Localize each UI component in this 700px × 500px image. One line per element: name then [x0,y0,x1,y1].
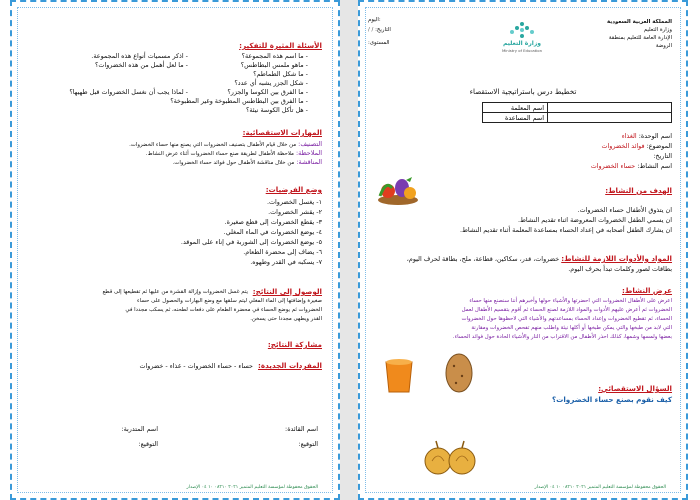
unit-label: اسم الوحدة: [638,132,672,140]
question-9: - ما الفرق بين البطاطس المطبوخة وغير المطبوخة؟ [170,97,308,105]
question-10: - هل تأكل الكوسة نيئة؟ [245,106,308,114]
hypothesis-7: ٧- يسكبه في القدر وطهوه. [250,258,322,266]
presentation-line-5: بعضها ولمسها وشمها، كذلك احذر الأطفال من الاقتراب من النار والأشياء الحادة حول فوائد الحساء. [452,334,672,340]
hypotheses-title: وضع الفرضيات: [265,185,322,194]
potato-picture [442,352,476,394]
kingdom-label: المملكة العربية السعودية [606,19,672,25]
result-line-1: يتم غسل الخضروات وإزالة القشرة من عليها ثم تقطيعها إلى قطع [102,289,248,295]
goal-2: ان يسمي الطفل الخضروات المعروضة اثناء تقديم النشاط. [517,216,672,224]
ministry-logo-ar: وزارة التعليم [502,40,542,47]
goal-3: ان يشارك الطفل أصحابه في إعداد الحساء بمساعدة المعلمة أثناء تقديم النشاط. [459,226,672,234]
vegetables-basket-picture [376,176,420,206]
orange-juice-picture [382,358,416,396]
presentation-title: عرض النشاط: [621,286,672,295]
right-page-inner-frame [365,7,681,493]
presentation-line-1: اعرض على الأطفال الخضروات التي احضرتها والأشياء حولها وأخبرهم أننا سنصنع منها حساء [469,298,672,304]
skills-title: المهارات الاستقصائية: [242,128,322,137]
question-8: - لماذا يجب أن نغسل الخضروات قبل طهيها؟ [69,88,188,96]
inquiry-title: السؤال الاستقصائي: [598,384,672,393]
question-2: - اذكر مسميات أنواع هذه المجموعة. [91,52,188,60]
presentation-line-3: الحساء، ثم تقطيع الخضروات وإعداد الحساء بمساعدتهم والأشياء التي لاحظوها حول الخضروات [461,316,672,322]
activity-label: اسم النشاط: [637,162,672,170]
page-gutter [340,0,358,500]
leader-name-label: اسم القائدة: [285,425,318,433]
onions-picture [420,439,480,479]
level-label: المستوى: [368,40,390,46]
question-1: - ما اسم هذه المجموعة؟ [241,52,308,60]
teacher-table [482,102,672,123]
hypothesis-5: ٥- يوضع الخضروات إلى الشوربة في إناء على الموقد. [180,238,322,246]
ministry-logo-en: Ministry of Education [501,48,543,53]
left-footer: الحقوق محفوظة لمؤسسة التعليم المتميز ٢٠٢١ ٠٨٢١٠ ١٠ ٠٤ الإصدار [186,485,318,490]
date2-label: التاريخ: [653,152,672,160]
question-5: - ما شكل الطماطم؟ [253,70,308,78]
skill-text: من خلال قيام الأطفال بتصنيف الخضروات التي يصنع منها حساء الخضروات. [129,142,297,148]
teacher-label-cell: اسم المعلمة [483,103,548,113]
inquiry-question: كيف نقوم بصنع حساء الخضروات؟ [551,395,672,404]
ministry-logo [498,20,546,54]
questions-title: الأسئلة المثيرة للتفكير: [239,41,322,50]
unit-value: الغذاء [621,132,637,140]
trainee-sign-label: التوقيع: [138,440,158,448]
materials-row [407,255,672,263]
kg-label: الروضة [655,43,672,49]
skill-label: الملاحظة: [295,149,322,157]
trainee-name-label: اسم المتدربة: [121,425,158,433]
materials-line-1: خضروات، قدر، سكاكين، قطاعة، ملح، بطاقة لحرف اليوم، [406,255,560,263]
ministry-logo-icon [498,20,546,40]
date-row [368,27,391,34]
hypothesis-2: ٢- يقشر الخضروات. [268,208,322,216]
question-3: - ماهو ملمس البطاطس؟ [240,61,308,69]
admin-label: الإدارة العامة للتعليم بمنطقة [608,35,672,41]
share-title: مشاركة النتائج: [267,340,322,349]
skill-discussion [173,158,322,167]
unit-row [622,132,672,140]
plan-title: تخطيط درس باستراتيجية الاستقصاء [469,87,577,96]
question-4: - ما لعل أهمل من هذه الخضروات؟ [95,61,188,69]
results-title: الوصول إلى النتائج: [252,287,322,296]
skill-classification [129,140,322,149]
hypothesis-6: ٦- يضاف إلى محضرة الطعام. [243,248,322,256]
day-label: اليوم: [368,17,381,23]
vocab-title: المفردات الجديدة: [258,361,322,370]
result-line-2: صغيرة وإضافتها إلى الماء المغلي ليتم سلقها مع وضع البهارات والحصول على حساء [137,298,322,304]
skill-text: ملاحظة الأطفال لطريقة صنع حساء الخضروات أثناء عرض النشاط. [145,151,294,157]
date-label: التاريخ: [375,27,391,33]
assistant-label-cell: اسم المساعدة [483,113,548,123]
leader-sign-label: التوقيع: [298,440,318,448]
goal-title: الهدف من النشاط: [605,186,672,195]
hypothesis-4: ٤- يوضع الخضروات في الماء المغلي. [223,228,322,236]
right-footer: الحقوق محفوظة لمؤسسة التعليم المتميز ٢٠٢١ ٠٨٢١٠ ١٠ ٠٤ الإصدار [534,485,666,490]
activity-value: حساء الخضروات [590,162,636,170]
question-6: - شكل الجزر يشبه أي عدد؟ [234,79,308,87]
activity-row [591,162,672,170]
right-page [358,0,688,500]
skill-label: المناقشة: [296,158,322,166]
left-page [10,0,340,500]
presentation-line-2: الخضروات ثم أعرض عليهم الأدوات والمواد اللازمة لصنع الحساء ثم أقوم بتقسيم الأطفال لعمل [461,307,672,313]
day-row [368,17,381,24]
question-7: - ما الفرق بين الكوسا والجزر؟ [227,88,308,96]
presentation-line-4: التي لابد من طبخها والتي يمكن طبخها أو أكلها نيئة واطلب منهم تفحص الخضروات ومقارنة [471,325,672,331]
hypothesis-1: ١- يغسل الخضروات. [266,198,322,206]
result-line-3: الخضروات ثم يوضع الحساء في محضرة الطعام على دفعات لطحنه، ثم يسكب مجددا في [125,307,322,313]
ministry-label: وزارة التعليم [643,27,672,33]
vocab-words: حساء - حساء الخضروات - غذاء - خضروات [139,362,253,370]
result-line-4: القدر ويطهى مجددا حتى يسخن. [250,316,322,322]
hypothesis-3: ٣- يقطع الخضروات إلى قطع صغيرة. [224,218,322,226]
skill-observation [146,149,322,158]
skill-label: التصنيف: [298,140,322,148]
assistant-value-cell[interactable] [548,113,672,123]
goal-1: ان يتذوق الأطفال حساء الخضروات. [577,206,672,214]
materials-title: المواد والأدوات اللازمة للنشاط: [561,254,672,263]
skill-text: من خلال مناقشة الأطفال حول فوائد حساء الخضروات. [172,160,295,166]
teacher-value-cell[interactable] [548,103,672,113]
topic-value: فوائد الخضروات [601,142,645,150]
topic-label: الموضوع: [646,142,672,150]
date-value: / / [368,27,374,33]
materials-line-2: بطاقات لصور وكلمات تبدأ بحرف اليوم. [568,265,672,273]
topic-row [601,142,672,150]
